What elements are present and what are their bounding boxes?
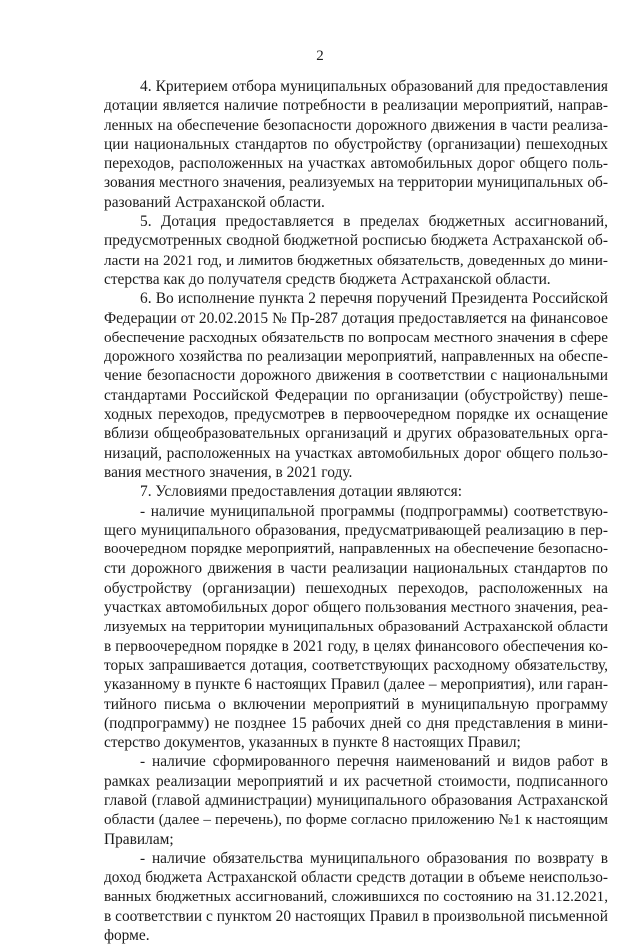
text-line: предусмотренных сводной бюджетной росписью бюджета Астраханской об- bbox=[104, 232, 608, 250]
text-line: лизуемых на территории муниципальных образований Астраханской области bbox=[104, 618, 608, 636]
text-line: зования местного значения, реализуемых на территории муниципальных об- bbox=[104, 174, 608, 192]
list-item-condition-program bbox=[104, 502, 608, 753]
paragraph-4 bbox=[104, 77, 608, 212]
text-line: ласти на 2021 год, и лимитов бюджетных обязательств, доведенных до мини- bbox=[104, 251, 608, 269]
text-line: сти дорожного движения в части реализации национальных стандартов по bbox=[104, 560, 608, 578]
text-line: тийного письма о включении мероприятий в муниципальную программу bbox=[104, 695, 608, 713]
text-line: 4. Критерием отбора муниципальных образований для предоставления bbox=[140, 78, 608, 95]
list-item-condition-obligation bbox=[104, 849, 608, 945]
page-number: 2 bbox=[316, 48, 324, 64]
text-line: - наличие сформированного перечня наименований и видов работ в bbox=[140, 753, 608, 771]
text-line: 5. Дотация предоставляется в пределах бюджетных ассигнований, bbox=[140, 213, 608, 231]
text-line: - наличие обязательства муниципального образования по возврату в bbox=[140, 849, 608, 867]
text-line: (подпрограмму) не позднее 15 рабочих дней со дня представления в мини- bbox=[104, 714, 608, 732]
text-line: дотации является наличие потребности в реализации мероприятий, направ- bbox=[104, 97, 608, 115]
text-line: 6. Во исполнение пункта 2 перечня поручений Президента Российской bbox=[140, 290, 608, 308]
text-line: низаций, расположенных на участках автомобильных дорог общего пользо- bbox=[104, 444, 608, 462]
paragraph-5 bbox=[104, 212, 608, 289]
text-line: в соответствии с пунктом 20 настоящих Правил в произвольной письменной bbox=[104, 907, 608, 925]
list-item-condition-list bbox=[104, 752, 608, 848]
text-line: стандартами Российской Федерации по организации (обустройству) пеше- bbox=[104, 386, 608, 404]
text-line: ванных бюджетных ассигнований, сложившихся по состоянию на 31.12.2021, bbox=[104, 888, 608, 906]
text-line: стерство документов, указанных в пункте 8 настоящих Правил; bbox=[104, 734, 521, 752]
text-line: ленных на обеспечение безопасности дорожного движения в части реализа- bbox=[104, 116, 608, 134]
text-line: переходов, расположенных на участках автомобильных дорог общего поль- bbox=[104, 155, 608, 173]
text-line: 7. Условиями предоставления дотации являются: bbox=[140, 483, 462, 501]
text-line: чение безопасности дорожного движения в соответствии с национальными bbox=[104, 367, 608, 385]
text-line: воочередном порядке мероприятий, направленных на обеспечение безопасно- bbox=[104, 541, 608, 558]
text-line: главой (главой администрации) муниципального образования Астраханской bbox=[104, 791, 608, 809]
paragraph-7 bbox=[104, 482, 608, 501]
text-line: дорожного хозяйства по реализации мероприятий, направленных на обеспе- bbox=[104, 348, 608, 366]
text-line: стерства как до получателя средств бюджета Астраханской области. bbox=[104, 270, 551, 288]
text-line: обеспечение расходных обязательств по вопросам местного значения в сфере bbox=[104, 328, 608, 346]
text-line: вания местного значения, в 2021 году. bbox=[104, 463, 353, 481]
text-line: ходных переходов, предусмотрев в первоочередном порядке их оснащение bbox=[104, 406, 608, 424]
text-line: Федерации от 20.02.2015 № Пр-287 дотация предоставляется на финансовое bbox=[104, 309, 608, 327]
text-line: обустройству (организации) пешеходных переходов, расположенных на bbox=[104, 579, 608, 597]
text-line: указанному в пункте 6 настоящих Правил (далее – мероприятия), или гаран- bbox=[104, 676, 608, 694]
paragraph-6 bbox=[104, 289, 608, 482]
text-line: доход бюджета Астраханской области средств дотации в объеме неиспользо- bbox=[104, 869, 608, 887]
text-line: форме. bbox=[104, 927, 150, 945]
text-line: участках автомобильных дорог общего пользования местного значения, реа- bbox=[104, 599, 608, 617]
document-body bbox=[104, 77, 608, 945]
text-line: области (далее – перечень), по форме согласно приложению №1 к настоящим bbox=[104, 811, 608, 829]
text-line: в первоочередном порядке в 2021 году, в целях финансового обеспечения ко- bbox=[104, 637, 608, 655]
text-line: - наличие муниципальной программы (подпрограммы) соответствую- bbox=[140, 502, 608, 520]
text-line: вблизи общеобразовательных организаций и других образовательных орга- bbox=[104, 425, 608, 443]
text-line: разований Астраханской области. bbox=[104, 193, 325, 211]
text-line: Правилам; bbox=[104, 830, 174, 848]
text-line: торых запрашивается дотация, соответствующих расходному обязательству, bbox=[104, 656, 608, 674]
text-line: рамках реализации мероприятий и их расчетной стоимости, подписанного bbox=[104, 772, 608, 790]
text-line: ции национальных стандартов по обустройству (организации) пешеходных bbox=[104, 135, 608, 153]
text-line: щего муниципального образования, предусматривающей реализацию в пер- bbox=[104, 521, 608, 539]
